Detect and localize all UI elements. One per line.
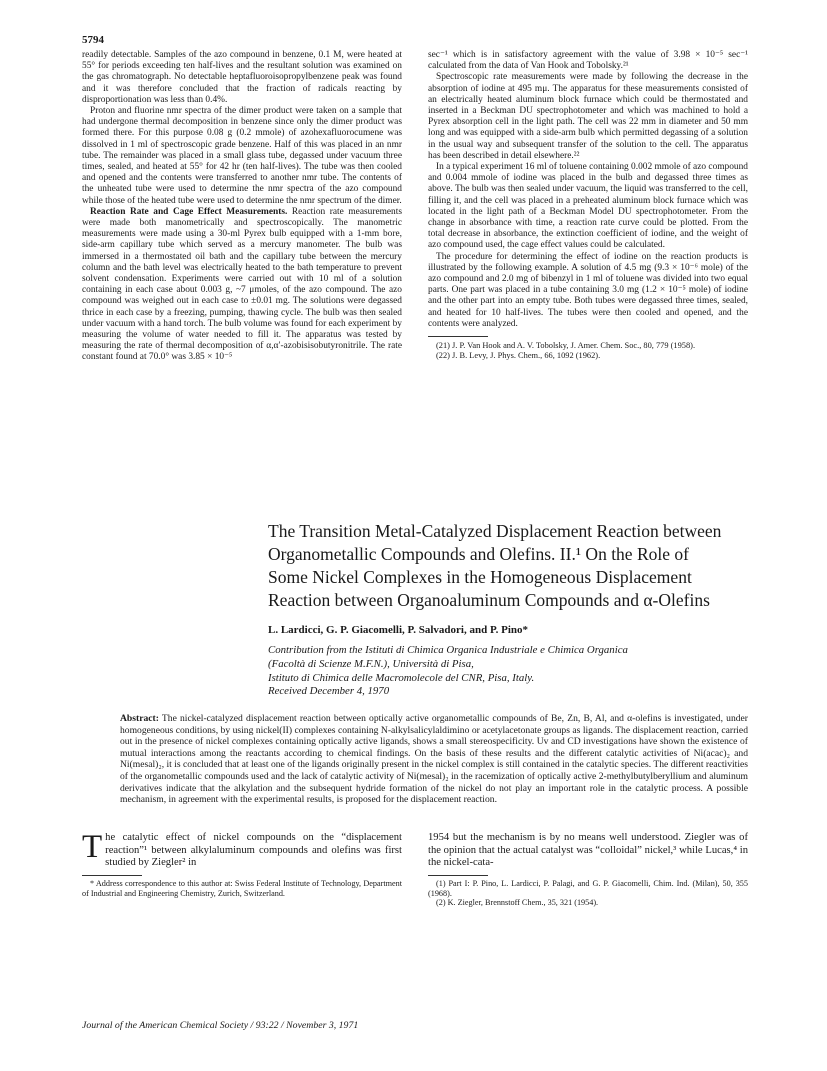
paragraph-rate-measurements xyxy=(82,207,402,364)
paragraph: In a typical experiment 16 ml of toluene containing 0.002 mmole of azo compound and 0.004 mmole of iodine was placed in the bulb and degassed three times as above. The bulb was then sealed under vacuum, the liquid was transferred to the cell, filling it, and the cell was placed in a preheated aluminum block furnace which was located in the light path of a Beckman Model DU spectrophotometer. From the change in absorbance with time, a reaction rate curve could be plotted. From the total decrease in absorbance, the extinction coefficient of iodine, and the weight of azo compound used, the cage effect values could be calculated. xyxy=(428,162,748,251)
reference-item: (21) J. P. Van Hook and A. V. Tobolsky, J. Amer. Chem. Soc., 80, 779 (1958). xyxy=(436,341,696,351)
intro-left-column xyxy=(82,829,402,898)
paragraph: Proton and fluorine nmr spectra of the dimer product were taken on a sample that had undergone thermal decomposition in benzene since only the dimer product was formed there. For this purpose 0.08 g (0.2 mmole) of azohexafluorocumene was dissolved in 1 ml of spectroscopic grade benzene. Half of this was placed in an nmr tube. The remainder was placed in a small glass tube, degassed under vacuum three times, sealed, and heated at 55° for 42 hr (ten half-lives). The tube was then cooled and opened and the contents were transferred to another nmr tube. The contents of the unheated tube were used to determine the nmr spectra of the azo compound while those of the heated tube were used to determine the nmr spectrum of the dimer. xyxy=(82,106,402,206)
affiliation-line: (Facoltà di Scienze M.F.N.), Università di Pisa, xyxy=(268,657,474,670)
reference-divider xyxy=(428,336,488,337)
references xyxy=(428,336,748,361)
intro-paragraph xyxy=(82,829,402,870)
footnote-item: (1) Part I: P. Pino, L. Lardicci, P. Palagi, and G. P. Giacomelli, Chim. Ind. (Milan), 50, 355 (1968). xyxy=(428,878,748,898)
reference-item: (22) J. B. Levy, J. Phys. Chem., 66, 1092 (1962). xyxy=(436,351,601,361)
right-column-top xyxy=(428,50,748,361)
intro-right-column xyxy=(428,832,748,908)
drop-cap: T xyxy=(82,829,103,865)
title-line: The Transition Metal-Catalyzed Displacement Reaction between xyxy=(268,521,722,541)
abstract xyxy=(120,713,748,806)
journal-footer: Journal of the American Chemical Society / 93:22 / November 3, 1971 xyxy=(82,1020,359,1031)
abstract-text: The nickel-catalyzed displacement reaction between optically active organometallic compounds of Be, Zn, B, Al, and α-olefins is investigated, under homogeneous conditions, by using nickel(II) complexes containing N-alkylsalicylaldimino or acetylacetonate groups as ligands. The displacement reaction, carried out in the presence of nickel complexes containing optically active ligands, shows a small stereospecificity. Uv and CD investigations have shown the existence of mutual interactions among the reactants according to chemical findings. On the basis of these results and the different catalytic activities of Ni(acac)₂ and Ni(mesal)₂, it is concluded that at least one of the ligands originally present in the nickel complex is still contained in the catalytic species. The different reactivities of the organometallic compounds used and the lack of catalytic activity of Ni(mesal)₂ in the racemization of optically active 2-methylbutylberyllium and aluminum derivatives indicate that the alkylation and the subsequent hydride formation of the nickel do not play an important role in the catalytic process. A possible mechanism, in agreement with the experimental results, is proposed for the displacement reaction. xyxy=(120,713,748,806)
section-text: Reaction rate measurements were made both manometrically and spectroscopically. The manometric measurements were made using a 30-ml Pyrex bulb equipped with a 1-mm bore, side-arm capillary tube which served as a mercury manometer. The bulb was immersed in a thermostated oil bath and the capillary tube between the mercury column and the bath level was electrically heated to the bath temperature to prevent solvent condensation. Experiments were carried out with 10 ml of a solution containing in each case about 0.003 g, ~7 μmoles, of the azo compound. The azo compound was weighed out in each case to ±0.01 mg. The solutions were degassed thrice in each case by a freezing, pumping, thawing cycle. The bulb was then sealed under vacuum with a hand torch. The bulb volume was found for each experiment by measuring the volume of water needed to fill it. The apparatus was tested by measuring the rate of thermal decomposition of α,α′-azobisisobutyronitrile. The rate constant found at 70.0° was 3.85 × 10⁻⁵ xyxy=(82,206,403,363)
received-date: Received December 4, 1970 xyxy=(268,685,390,698)
title-line: Some Nickel Complexes in the Homogeneous Displacement xyxy=(268,567,692,587)
intro-text-continued: 1954 but the mechanism is by no means well understood. Ziegler was of the opinion that the actual catalyst was “colloidal” nickel,³ while Lucas,⁴ in the nickel-cata- xyxy=(428,832,748,869)
footnote-item: (2) K. Ziegler, Brennstoff Chem., 35, 321 (1954). xyxy=(436,898,599,908)
paragraph: sec⁻¹ which is in satisfactory agreement with the value of 3.98 × 10⁻⁵ sec⁻¹ calculated from the data of Van Hook and Tobolsky.²¹ xyxy=(428,50,748,72)
article-title xyxy=(268,520,788,612)
footnote-left xyxy=(82,875,402,899)
affiliation-line: Istituto di Chimica delle Macromolecole del CNR, Pisa, Italy. xyxy=(268,671,535,684)
affiliation-line: Contribution from the Istituti di Chimica Organica Industriale e Chimica Organica xyxy=(268,644,628,656)
left-column-top xyxy=(82,50,402,364)
footnote-item: * Address correspondence to this author at: Swiss Federal Institute of Technology, Department of Industrial and Engineering Chemistry, Zurich, Switzerland. xyxy=(82,878,402,898)
footnotes-right xyxy=(428,875,748,908)
abstract-label: Abstract: xyxy=(120,713,159,724)
paragraph: The procedure for determining the effect of iodine on the reaction products is illustrated by the following example. A solution of 4.5 mg (9.3 × 10⁻⁶ mole) of the azo compound and 2.0 mg of bibenzyl in 1 ml of toluene was divided into two equal parts. One part was placed in a tube containing 3.0 mg (1.2 × 10⁻⁵ mole) of iodine and the other part into an empty tube. Both tubes were degassed three times, sealed, and heated for 10 half-lives. The tubes were then cooled and opened, and the contents were analyzed. xyxy=(428,251,748,329)
paragraph: readily detectable. Samples of the azo compound in benzene, 0.1 M, were heated at 55° for periods exceeding ten half-lives and the resultant solution was examined on the gas chromatograph. No detectable heptafluoroisopropylbenzene peak was found and it was therefore concluded that the fraction of radicals reacting by disproportionation was less than 0.4%. xyxy=(82,50,402,105)
paragraph: Spectroscopic rate measurements were made by following the decrease in the absorption of iodine at 495 mμ. The apparatus for these measurements consisted of an electrically heated aluminum block furnace which could be thermostated and inserted in a Beckman DU spectrophotometer and which was machined to hold a Pyrex absorption cell in the light path. The cell was 22 mm in diameter and 50 mm long and was equipped with a side-arm bulb which permitted degassing of a solution in the usual way and subsequent transfer of the solution to the cell. The apparatus has been described in detail elsewhere.²² xyxy=(428,72,748,161)
title-line: Reaction between Organoaluminum Compounds and α-Olefins xyxy=(268,590,710,610)
intro-text: he catalytic effect of nickel compounds on the “displacement reaction”¹ between alkylaluminum compounds and olefins was first studied by Ziegler² in xyxy=(105,832,402,869)
title-line: Organometallic Compounds and Olefins. II.¹ On the Role of xyxy=(268,544,689,564)
footnote-divider xyxy=(428,875,488,876)
affiliation xyxy=(268,644,788,699)
authors: L. Lardicci, G. P. Giacomelli, P. Salvadori, and P. Pino* xyxy=(268,624,529,636)
footnote-divider xyxy=(82,875,142,876)
section-heading: Reaction Rate and Cage Effect Measurements. xyxy=(90,206,288,217)
page-number: 5794 xyxy=(82,34,104,46)
